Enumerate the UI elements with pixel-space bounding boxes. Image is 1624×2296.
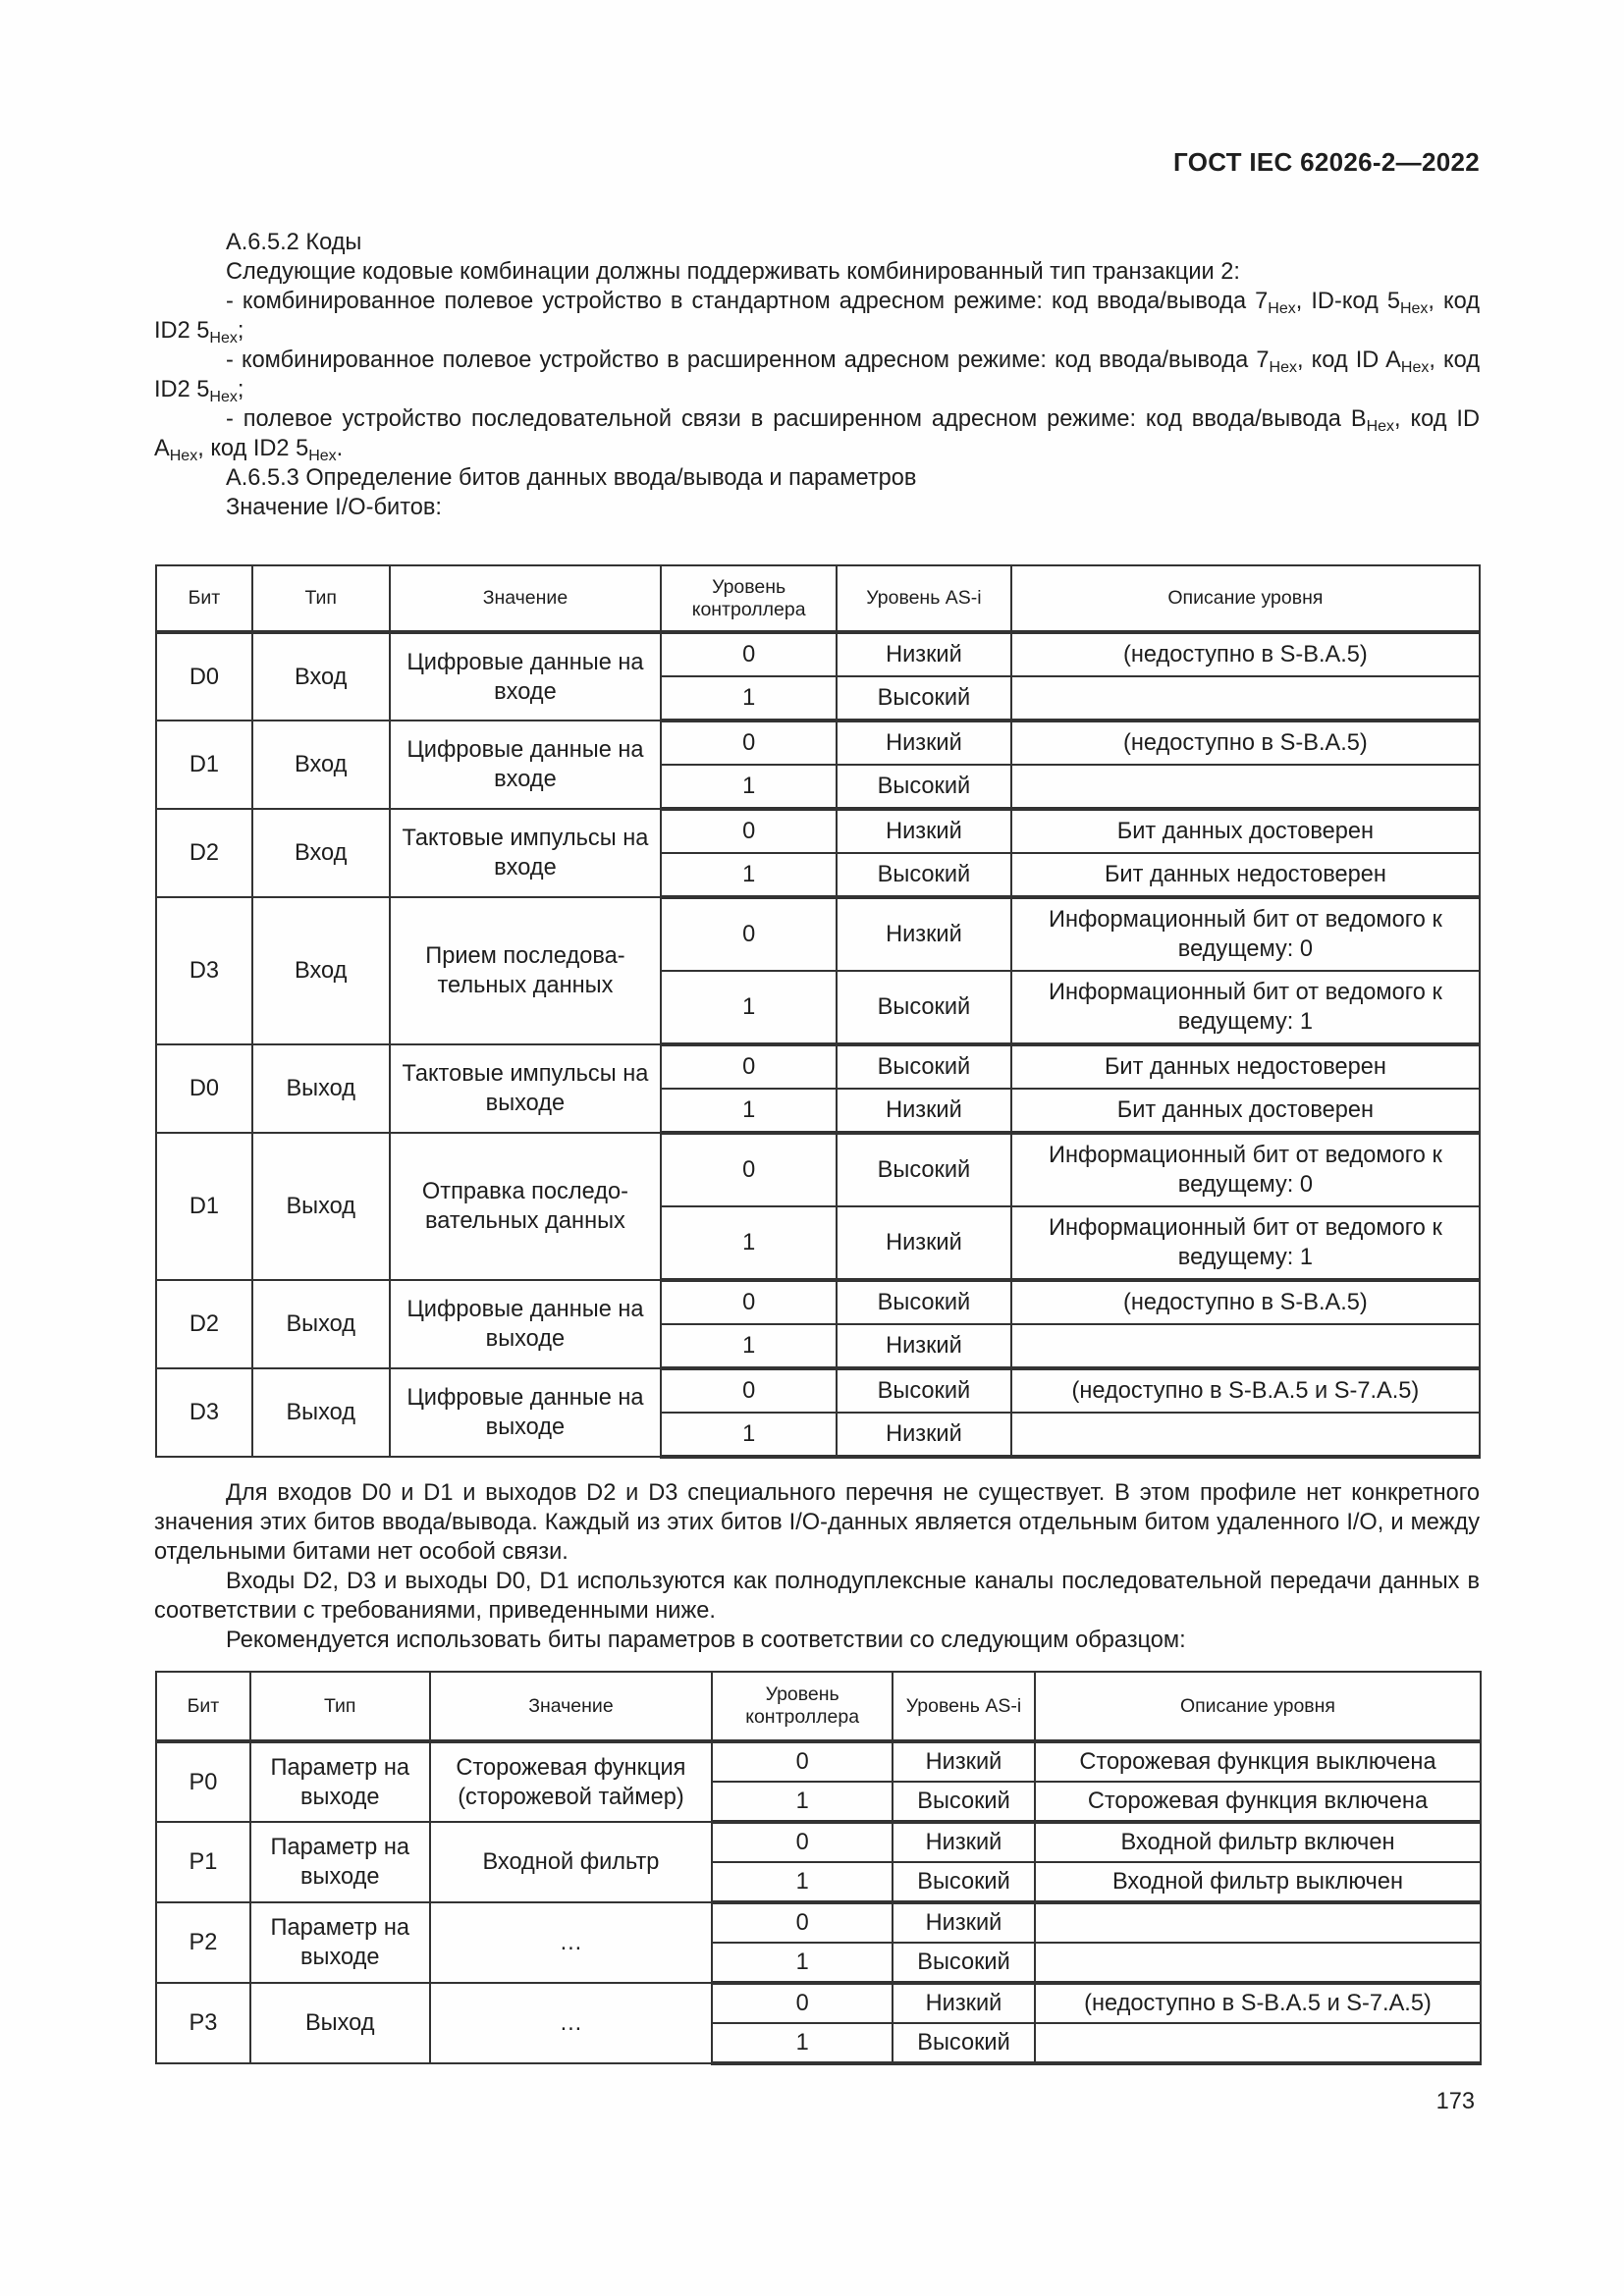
bit-cell: D3	[156, 1368, 252, 1457]
standard-header: ГОСТ IEC 62026-2—2022	[1173, 147, 1480, 177]
table-row	[156, 1133, 1480, 1206]
controller-level-cell: 1	[661, 853, 837, 897]
type-cell: Выход	[252, 1133, 390, 1280]
header-controller-level: Уровень контроллера	[712, 1672, 893, 1741]
asi-level-cell: Низкий	[837, 721, 1011, 765]
header-bit: Бит	[156, 1672, 250, 1741]
type-cell: Параметр на выходе	[250, 1902, 430, 1983]
table-row	[156, 721, 1480, 765]
controller-level-cell: 1	[712, 2023, 893, 2063]
meaning-cell: Цифровые данные на входе	[390, 632, 662, 721]
type-cell: Вход	[252, 721, 390, 809]
bullet-standard-mode: - комбинированное полевое устройство в стандартном адресном режиме: код ввода/вывода $7_{Hex}$, ID-код $5_{Hex}$, код ID2 $5_{Hex}$;	[154, 289, 1480, 347]
asi-level-cell: Низкий	[893, 1902, 1035, 1943]
asi-level-cell: Высокий	[837, 1368, 1011, 1413]
level-description-cell: Информационный бит от ведомого к ведущему: 1	[1011, 971, 1480, 1044]
type-cell: Выход	[252, 1280, 390, 1368]
level-description-cell	[1011, 1324, 1480, 1368]
intro-text	[154, 228, 1480, 522]
level-description-cell	[1011, 765, 1480, 809]
section-heading-bits: А.6.5.3 Определение битов данных ввода/вывода и параметров	[226, 465, 917, 491]
controller-level-cell: 0	[661, 1280, 837, 1324]
table-row	[156, 1822, 1481, 1862]
level-description-cell	[1011, 676, 1480, 721]
bit-cell: D1	[156, 1133, 252, 1280]
table-row	[156, 1368, 1480, 1413]
bit-cell: P1	[156, 1822, 250, 1902]
meaning-cell: Тактовые импульсы на входе	[390, 809, 662, 897]
controller-level-cell: 0	[661, 1368, 837, 1413]
paragraph-full-duplex: Входы D2, D3 и выходы D0, D1 используются как полнодуплексные каналы последовательной передачи данных в соответствии с требованиями, приведенными ниже.	[154, 1569, 1480, 1624]
meaning-cell: Отправка последо-вательных данных	[390, 1133, 662, 1280]
level-description-cell: (недоступно в S-B.A.5 и S-7.A.5)	[1035, 1983, 1481, 2023]
asi-level-cell: Низкий	[893, 1822, 1035, 1862]
header-bit: Бит	[156, 565, 252, 632]
controller-level-cell: 1	[661, 1324, 837, 1368]
level-description-cell: Бит данных недостоверен	[1011, 853, 1480, 897]
asi-level-cell: Низкий	[837, 1324, 1011, 1368]
level-description-cell: Сторожевая функция включена	[1035, 1782, 1481, 1822]
controller-level-cell: 0	[661, 809, 837, 853]
level-description-cell: (недоступно в S-B.A.5 и S-7.A.5)	[1011, 1368, 1480, 1413]
bullet-serial-device: - полевое устройство последовательной связи в расширенном адресном режиме: код ввода/вывода $B_{Hex}$, код ID $A_{Hex}$, код ID2 $5_{Hex}$.	[154, 406, 1480, 464]
controller-level-cell: 0	[712, 1741, 893, 1782]
level-description-cell: Бит данных достоверен	[1011, 809, 1480, 853]
controller-level-cell: 1	[661, 1206, 837, 1280]
header-meaning: Значение	[430, 1672, 713, 1741]
table-row	[156, 1044, 1480, 1089]
table-row	[156, 897, 1480, 971]
level-description-cell: Сторожевая функция выключена	[1035, 1741, 1481, 1782]
controller-level-cell: 1	[712, 1862, 893, 1902]
table-row	[156, 809, 1480, 853]
asi-level-cell: Высокий	[893, 1862, 1035, 1902]
bit-cell: P3	[156, 1983, 250, 2063]
type-cell: Выход	[250, 1983, 430, 2063]
controller-level-cell: 0	[712, 1983, 893, 2023]
asi-level-cell: Низкий	[893, 1741, 1035, 1782]
paragraph-no-special-list: Для входов D0 и D1 и выходов D2 и D3 специального перечня не существует. В этом профиле нет конкретного значения этих битов ввода/вывода. Каждый из этих битов I/O-данных является отдельным битом удаленного I/O, и между отдельными битами нет особой связи.	[154, 1480, 1480, 1565]
meaning-cell: Цифровые данные на выходе	[390, 1368, 662, 1457]
asi-level-cell: Высокий	[837, 1133, 1011, 1206]
asi-level-cell: Высокий	[837, 1280, 1011, 1324]
level-description-cell: Информационный бит от ведомого к ведущему: 1	[1011, 1206, 1480, 1280]
level-description-cell: Входной фильтр выключен	[1035, 1862, 1481, 1902]
table-row	[156, 1983, 1481, 2023]
type-cell: Вход	[252, 632, 390, 721]
table-header-row	[156, 565, 1480, 632]
asi-level-cell: Низкий	[837, 1206, 1011, 1280]
meaning-cell: Цифровые данные на входе	[390, 721, 662, 809]
asi-level-cell: Высокий	[837, 1044, 1011, 1089]
asi-level-cell: Низкий	[837, 897, 1011, 971]
bit-cell: D0	[156, 1044, 252, 1133]
asi-level-cell: Высокий	[893, 1782, 1035, 1822]
asi-level-cell: Высокий	[837, 676, 1011, 721]
level-description-cell: Информационный бит от ведомого к ведущему: 0	[1011, 1133, 1480, 1206]
level-description-cell	[1011, 1413, 1480, 1457]
type-cell: Выход	[252, 1044, 390, 1133]
bit-cell: D1	[156, 721, 252, 809]
meaning-cell: Цифровые данные на выходе	[390, 1280, 662, 1368]
controller-level-cell: 0	[712, 1822, 893, 1862]
asi-level-cell: Высокий	[893, 1943, 1035, 1983]
bit-cell: D2	[156, 809, 252, 897]
meaning-cell: Прием последова-тельных данных	[390, 897, 662, 1044]
io-bits-label: Значение I/O-битов:	[226, 495, 442, 520]
level-description-cell: (недоступно в S-B.A.5)	[1011, 632, 1480, 676]
controller-level-cell: 0	[661, 1133, 837, 1206]
controller-level-cell: 1	[661, 1413, 837, 1457]
asi-level-cell: Низкий	[837, 632, 1011, 676]
parameter-bits-table	[155, 1671, 1482, 2065]
intro-paragraph: Следующие кодовые комбинации должны поддерживать комбинированный тип транзакции 2:	[226, 259, 1240, 285]
controller-level-cell: 1	[712, 1943, 893, 1983]
type-cell: Выход	[252, 1368, 390, 1457]
level-description-cell: Бит данных достоверен	[1011, 1089, 1480, 1133]
controller-level-cell: 0	[712, 1902, 893, 1943]
asi-level-cell: Низкий	[837, 1413, 1011, 1457]
type-cell: Параметр на выходе	[250, 1822, 430, 1902]
io-bits-table	[155, 564, 1481, 1459]
bit-cell: D3	[156, 897, 252, 1044]
level-description-cell: Входной фильтр включен	[1035, 1822, 1481, 1862]
level-description-cell	[1035, 2023, 1481, 2063]
controller-level-cell: 0	[661, 897, 837, 971]
asi-level-cell: Высокий	[837, 765, 1011, 809]
level-description-cell	[1035, 1902, 1481, 1943]
meaning-cell: …	[430, 1983, 713, 2063]
bit-cell: P0	[156, 1741, 250, 1822]
controller-level-cell: 0	[661, 1044, 837, 1089]
header-type: Тип	[252, 565, 390, 632]
level-description-cell: (недоступно в S-B.A.5)	[1011, 1280, 1480, 1324]
controller-level-cell: 1	[712, 1782, 893, 1822]
table-row	[156, 1741, 1481, 1782]
level-description-cell	[1035, 1943, 1481, 1983]
paragraph-parameter-bits: Рекомендуется использовать биты параметров в соответствии со следующим образцом:	[226, 1628, 1186, 1653]
asi-level-cell: Высокий	[837, 853, 1011, 897]
header-level-description: Описание уровня	[1011, 565, 1480, 632]
level-description-cell: Бит данных недостоверен	[1011, 1044, 1480, 1089]
bit-cell: D0	[156, 632, 252, 721]
bit-cell: P2	[156, 1902, 250, 1983]
meaning-cell: Тактовые импульсы на выходе	[390, 1044, 662, 1133]
meaning-cell: Сторожевая функция (сторожевой таймер)	[430, 1741, 713, 1822]
middle-text	[154, 1478, 1480, 1655]
bit-cell: D2	[156, 1280, 252, 1368]
table-header-row	[156, 1672, 1481, 1741]
type-cell: Вход	[252, 809, 390, 897]
header-level-description: Описание уровня	[1035, 1672, 1481, 1741]
controller-level-cell: 1	[661, 676, 837, 721]
table-row	[156, 1280, 1480, 1324]
header-type: Тип	[250, 1672, 430, 1741]
page-number: 173	[1435, 2089, 1475, 2114]
header-asi-level: Уровень AS-i	[837, 565, 1011, 632]
table-row	[156, 1902, 1481, 1943]
type-cell: Вход	[252, 897, 390, 1044]
asi-level-cell: Высокий	[837, 971, 1011, 1044]
asi-level-cell: Низкий	[837, 1089, 1011, 1133]
controller-level-cell: 1	[661, 1089, 837, 1133]
level-description-cell: (недоступно в S-B.A.5)	[1011, 721, 1480, 765]
table-row	[156, 632, 1480, 676]
asi-level-cell: Низкий	[837, 809, 1011, 853]
asi-level-cell: Высокий	[893, 2023, 1035, 2063]
type-cell: Параметр на выходе	[250, 1741, 430, 1822]
header-asi-level: Уровень AS-i	[893, 1672, 1035, 1741]
bullet-extended-mode: - комбинированное полевое устройство в расширенном адресном режиме: код ввода/вывода $7_{Hex}$, код ID $A_{Hex}$, код ID2 $5_{Hex}$;	[154, 347, 1480, 405]
controller-level-cell: 0	[661, 721, 837, 765]
header-meaning: Значение	[390, 565, 662, 632]
controller-level-cell: 1	[661, 971, 837, 1044]
section-heading-codes: А.6.5.2 Коды	[226, 230, 362, 255]
controller-level-cell: 0	[661, 632, 837, 676]
meaning-cell: …	[430, 1902, 713, 1983]
level-description-cell: Информационный бит от ведомого к ведущему: 0	[1011, 897, 1480, 971]
header-controller-level: Уровень контроллера	[661, 565, 837, 632]
asi-level-cell: Низкий	[893, 1983, 1035, 2023]
controller-level-cell: 1	[661, 765, 837, 809]
meaning-cell: Входной фильтр	[430, 1822, 713, 1902]
